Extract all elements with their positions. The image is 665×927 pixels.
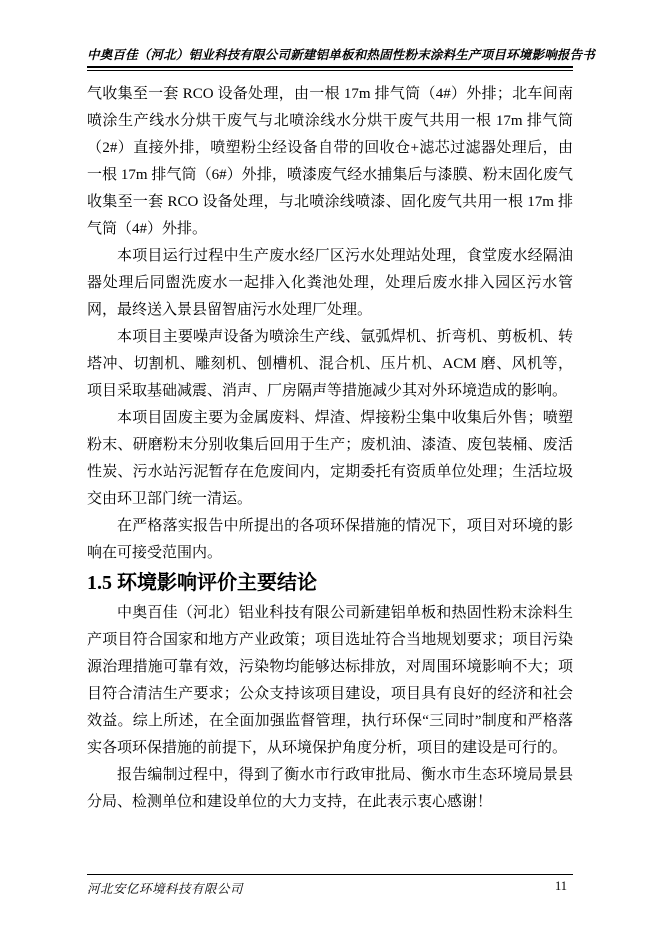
section-heading: 1.5 环境影响评价主要结论 <box>87 572 317 594</box>
header-double-rule <box>87 66 573 71</box>
paragraph: 报告编制过程中，得到了衡水市行政审批局、衡水市生态环境局景县分局、检测单位和建设单位的大力支持，在此表示衷心感谢！ <box>87 767 573 810</box>
document-body <box>87 81 573 816</box>
paragraph: 本项目固废主要为金属废料、焊渣、焊接粉尘集中收集后外售；喷塑粉末、研磨粉末分别收集后回用于生产；废机油、漆渣、废包装桶、废活性炭、污水站污泥暂存在危废间内，定期委托有资质单位处理；生活垃圾交由环卫部门统一清运。 <box>87 410 573 507</box>
paragraph: 本项目运行过程中生产废水经厂区污水处理站处理，食堂废水经隔油器处理后同盥洗废水一起排入化粪池处理，处理后废水排入园区污水管网，最终送入景县留智庙污水处理厂处理。 <box>87 248 573 318</box>
paragraph: 在严格落实报告中所提出的各项环保措施的情况下，项目对环境的影响在可接受范围内。 <box>87 518 573 561</box>
footer-row <box>87 875 573 897</box>
page-number: 11 <box>554 879 567 893</box>
paragraph: 中奥百佳（河北）铝业科技有限公司新建铝单板和热固性粉末涂料生产项目符合国家和地方产业政策；项目选址符合当地规划要求；项目污染源治理措施可靠有效，污染物均能够达标排放，对周围环境影响不大；项目符合清洁生产要求；公众支持该项目建设，项目具有良好的经济和社会效益。综上所述，在全面加强监督管理，执行环保“三同时”制度和严格落实各项环保措施的前提下，从环境保护角度分析，项目的建设是可行的。 <box>87 605 573 756</box>
page-footer <box>87 874 573 897</box>
header-title: 中奥百佳（河北）铝业科技有限公司新建铝单板和热固性粉末涂料生产项目环境影响报告书 <box>87 48 596 62</box>
page-header <box>87 47 596 71</box>
paragraph: 气收集至一套 RCO 设备处理，由一根 17m 排气筒（4#）外排；北车间南喷涂生产线水分烘干废气与北喷涂线水分烘干废气共用一根 17m 排气筒（2#）直接外排，喷塑粉尘经设备自带的回收仓+滤芯过滤器处理后，由一根 17m 排气筒（6#）外排，喷漆废气经水捕集后与漆膜、粉末固化废气收集至一套 RCO 设备处理，与北喷涂线喷漆、固化废气共用一根 17m 排气筒（4#）外排。 <box>87 86 573 237</box>
footer-company-name: 河北安亿环境科技有限公司 <box>87 882 244 896</box>
paragraph: 本项目主要噪声设备为喷涂生产线、氩弧焊机、折弯机、剪板机、转塔冲、切割机、雕刻机、刨槽机、混合机、压片机、ACM 磨、风机等，项目采取基础减震、消声、厂房隔声等措施减少其对外环境造成的影响。 <box>87 329 573 399</box>
